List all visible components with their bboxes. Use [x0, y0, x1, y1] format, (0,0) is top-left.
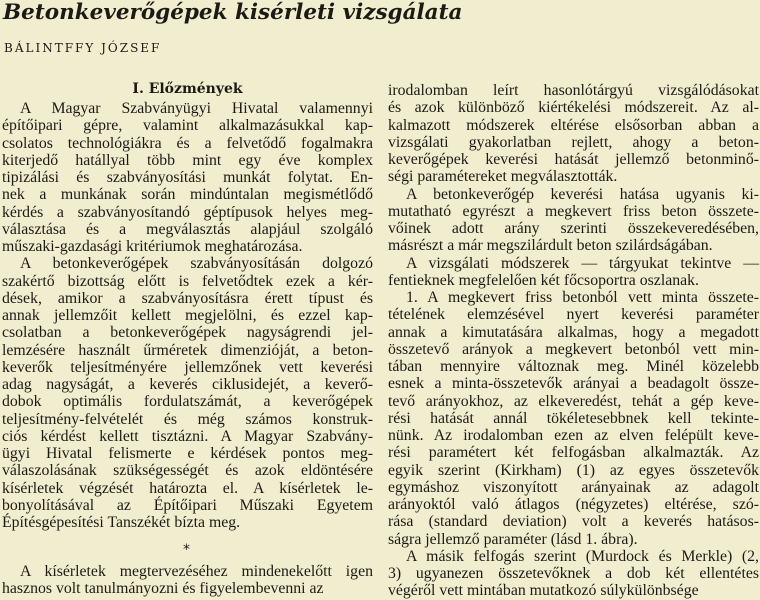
- text-line: A másik felfogás szerint (Murdock és Merkle) (2,: [406, 547, 759, 565]
- text-line: annak a kimutatására alkalmas, hogy a megadott: [388, 323, 759, 341]
- text-line: Építésgépesítési Tanszékét bízta meg.: [2, 514, 241, 531]
- left-paragraph-3: [2, 563, 373, 598]
- text-line: csolatban a betonkeverőgépek nagyságrendi jel-: [2, 324, 373, 342]
- text-line: lemzésére használt űrméretek dimenzióját, a beton-: [2, 341, 373, 359]
- text-line: A vizsgálati módszerek — tárgyukat tekintve —: [406, 254, 759, 272]
- text-line: kiterjedő hatállyal több mint egy éve komplex: [2, 151, 373, 169]
- text-line: dések, amikor a szabványosításra érett típust és: [2, 289, 373, 307]
- text-line: mutatható egyrészt a megkevert friss beton összete-: [388, 202, 759, 220]
- text-line: és azok különböző kiértékelési módszereit. Az al-: [388, 99, 759, 117]
- right-paragraph-2: [388, 186, 759, 255]
- right-paragraph-5: [388, 548, 759, 600]
- text-line: ságra jellemző paraméter (lásd 1. ábra).: [388, 530, 638, 548]
- text-line: vizsgálati gyakorlatban rejlett, ahogy a beton-: [388, 133, 759, 151]
- text-line: másrészt a már megszilárdult beton szilárdságában.: [388, 237, 713, 255]
- text-line: ségi paramétereket megválasztották.: [388, 168, 618, 186]
- text-line: tételének elemzésével nyert keverési paraméter: [388, 306, 759, 324]
- right-paragraph-3: [388, 255, 759, 290]
- text-line: irodalomban leírt hasonlótárgyú vizsgálódásokat: [388, 82, 759, 99]
- text-line: hasznos volt tanulmányozni és figyelembevenni az: [2, 580, 324, 598]
- text-line: egymáshoz viszonyított arányainak az adagolt: [388, 478, 759, 496]
- text-line: tában mennyire változnak meg. Minél közelebb: [388, 358, 759, 375]
- text-line: szakértő bizottság előtt is felvetődtek ezek a kér-: [2, 272, 373, 290]
- text-line: ügyi Hivatal felismerte e kérdések pontos meg-: [2, 445, 373, 462]
- author-byline: BÁLINTFFY JÓZSEF: [4, 41, 162, 55]
- right-column: [388, 82, 759, 600]
- text-line: műszaki-gazdasági kritériumok meghatározása.: [2, 238, 303, 255]
- right-paragraph-1: [388, 82, 759, 186]
- text-line: válaszolásának szükségességét és azok eldöntésére: [2, 462, 373, 480]
- article-title: Betonkeverőgépek kisérleti vizsgálata: [3, 0, 463, 25]
- text-line: összetevő arányok a megkevert betonból vett min-: [388, 340, 759, 358]
- left-column-continued: [2, 563, 373, 598]
- text-line: annak jellemzőit kellett megjelölni, és ezzel kap-: [2, 307, 373, 324]
- right-paragraph-4: [388, 289, 759, 548]
- text-line: kalmazott módszerek eltérése elsősorban abban a: [388, 116, 759, 134]
- text-line: A Magyar Szabványügyi Hivatal valamennyi: [20, 100, 373, 117]
- text-line: vőinek adott arány szerinti összekeveredésében,: [388, 220, 759, 237]
- section-separator: *: [183, 542, 190, 558]
- text-line: választása és a megválasztás alapjául szolgáló: [2, 220, 373, 238]
- text-line: tevő arányokhoz, az elkeveredést, tehát a gép keve-: [388, 392, 759, 410]
- text-line: 1. A megkevert friss betonból vett minta összete-: [406, 289, 759, 306]
- text-line: keverőgépek keverési hatását jellemző betonminő-: [388, 151, 759, 168]
- text-line: kérdés a szabványosítandó géptípusok helyes meg-: [2, 203, 373, 221]
- text-line: keverők teljesítményére jellemzőnek vett keverési: [2, 358, 373, 376]
- text-line: építőipari gépre, valamint alkalmazásukkal kap-: [2, 117, 373, 135]
- section-heading: I. Előzmények: [132, 81, 243, 97]
- text-line: arányoktól való átlagos (négyzetes) eltérése, szó-: [388, 496, 759, 513]
- text-line: tipizálási és szabványosítási munkát folytat. En-: [2, 169, 373, 186]
- left-paragraph-1: [2, 100, 373, 255]
- text-line: A betonkeverőgép keverési hatása ugyanis ki-: [406, 185, 759, 203]
- text-line: rési paramétert két felfogásban alkalmazták. Az: [388, 444, 759, 462]
- text-line: kísérletek végzését határozta el. A kísérletek le-: [2, 479, 373, 497]
- text-line: teljesítmény-felvételét és még számos konstruk-: [2, 410, 373, 428]
- text-line: csolatos technológiákra és a felvetődő fogalmakra: [2, 134, 373, 152]
- text-line: nünk. Az irodalomban ezen az elven felépült keve-: [388, 427, 759, 444]
- text-line: nek a munkának során mindúntalan megismétlődő: [2, 186, 373, 204]
- text-line: adag nagyságát, a keverés ciklusidejét, a keverő-: [2, 376, 373, 393]
- text-line: fentieknek megfelelően két főcsoportra oszlanak.: [388, 271, 699, 289]
- text-line: dobok optimális fordulatszámát, a keverőgépek: [2, 393, 373, 411]
- text-line: 3) ugyanezen összetevőknek a dob két ellentétes: [388, 565, 759, 582]
- text-line: végéről vett mintában mutatkozó súlykülönbsége: [388, 582, 699, 600]
- left-column: [2, 100, 373, 531]
- text-line: A betonkeverőgépek szabványosításán dolgozó: [20, 255, 373, 273]
- text-line: A kísérletek megtervezéséhez mindenekelőtt igen: [20, 563, 373, 580]
- text-line: rési hatását annál tökéletesebbnek kell tekinte-: [388, 409, 759, 427]
- text-line: ciós kérdést kellett tisztázni. A Magyar Szabvány-: [2, 427, 373, 445]
- text-line: egyik szerint (Kirkham) (1) az egyes összetevők: [388, 461, 759, 479]
- left-paragraph-2: [2, 255, 373, 531]
- text-line: rása (standard deviation) volt a keverés hatásos-: [388, 513, 759, 531]
- text-line: bonyolításával az Építőipari Műszaki Egyetem: [2, 496, 373, 514]
- text-line: esnek a minta-összetevők arányai a beadagolt össze-: [388, 375, 759, 393]
